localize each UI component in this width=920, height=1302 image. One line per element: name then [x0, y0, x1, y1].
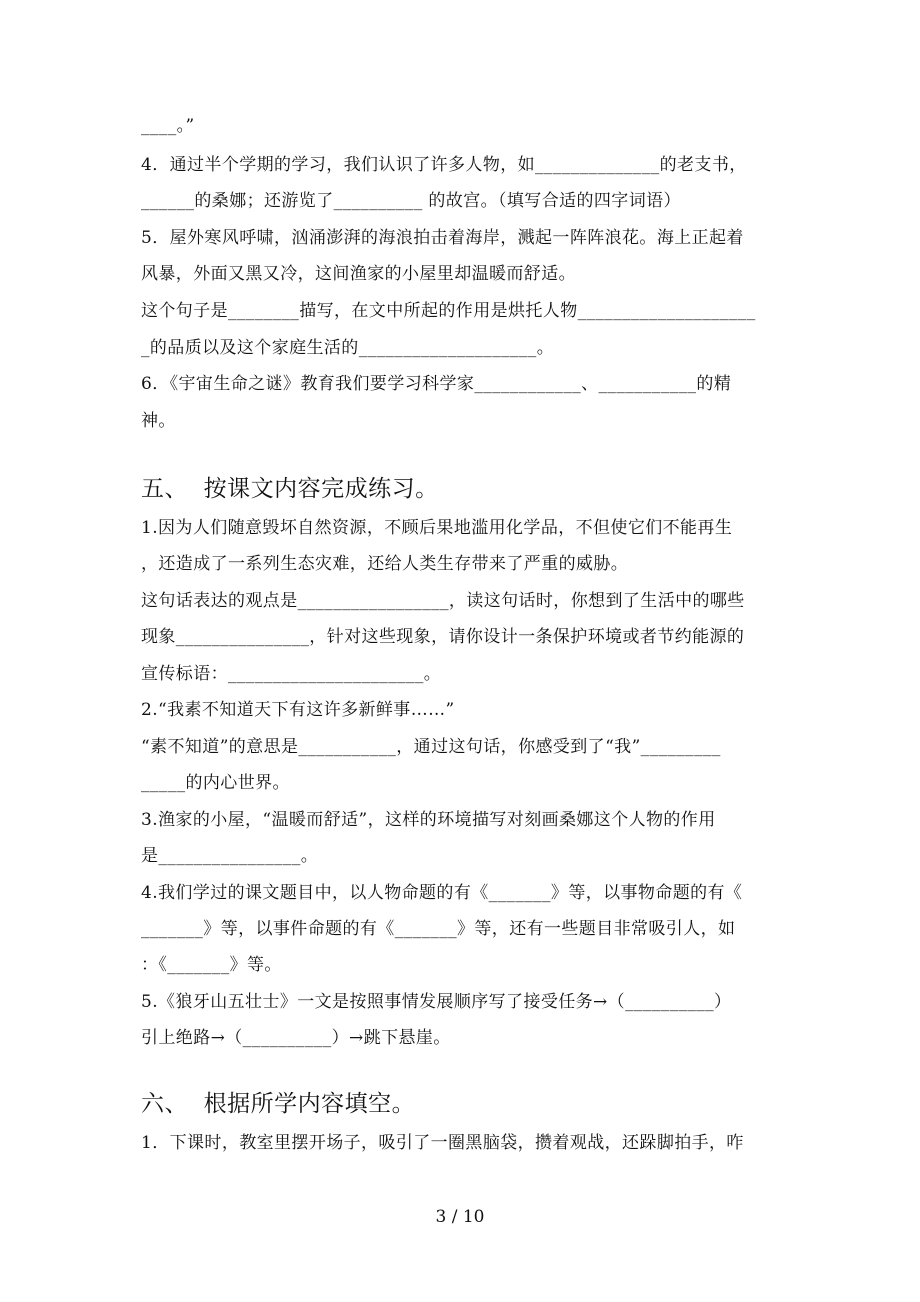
- section-5-line: 2.“我素不知道天下有这许多新鲜事……”: [141, 700, 455, 720]
- section-6-line: 1．下课时，教室里摆开场子，吸引了一圈黑脑袋，攒着观战，还跺脚拍手，咋: [141, 1133, 744, 1153]
- section-5-line: 1.因为人们随意毁坏自然资源，不顾后果地滥用化学品，不但使它们不能再生: [141, 518, 733, 538]
- section-5-line: 引上绝路→（__________）→跳下悬崖。: [141, 1028, 451, 1048]
- section-5-line: “素不知道”的意思是___________，通过这句话，你感受到了“我”_________: [141, 737, 721, 757]
- section-6-heading: 六、 根据所学内容填空。: [141, 1091, 416, 1117]
- question-4-line: 4．通过半个学期的学习，我们认识了许多人物，如______________的老支书，: [141, 155, 747, 175]
- question-5-line: _的品质以及这个家庭生活的____________________。: [141, 338, 555, 358]
- section-5-line: 3.渔家的小屋，“温暖而舒适”，这样的环境描写对刻画桑娜这个人物的作用: [141, 810, 716, 830]
- section-5-line: _______》等，以事件命题的有《_______》等，还有一些题目非常吸引人，如: [141, 919, 736, 939]
- question-5-line: 5．屋外寒风呼啸，汹涌澎湃的海浪拍击着海岸，溅起一阵阵浪花。海上正起着: [141, 228, 744, 248]
- section-5-line: 现象_______________，针对这些现象，请你设计一条保护环境或者节约能源的: [141, 627, 745, 647]
- question-5-line: 这个句子是________描写，在文中所起的作用是烘托人物____________________: [141, 301, 756, 321]
- section-5-line: ，还造成了一系列生态灾难，还给人类生存带来了严重的威胁。: [141, 554, 629, 574]
- section-5-line: ：《_______》等。: [141, 955, 282, 975]
- section-5-line: 是________________。: [141, 846, 319, 866]
- section-5-line: 4.我们学过的课文题目中，以人物命题的有《_______》等，以事物命题的有《: [141, 883, 743, 903]
- question-5-line: 风暴，外面又黑又冷，这间渔家的小屋里却温暖而舒适。: [141, 264, 576, 284]
- question-4-line: ______的桑娜；还游览了__________ 的故宫。（填写合适的四字词语）: [141, 191, 681, 211]
- text-line: ____。”: [141, 116, 195, 136]
- section-5-line: _____的内心世界。: [141, 773, 290, 793]
- page-number: 3 / 10: [435, 1207, 485, 1227]
- section-5-heading: 五、 按课文内容完成练习。: [141, 476, 439, 502]
- section-5-line: 宣传标语：______________________。: [141, 664, 442, 684]
- question-6-line: 6．《宇宙生命之谜》教育我们要学习科学家____________、___________的精: [141, 374, 732, 394]
- section-5-line: 5.《狼牙山五壮士》一文是按照事情发展顺序写了接受任务→（__________）: [141, 992, 732, 1012]
- section-5-line: 这句话表达的观点是_________________，读这句话时，你想到了生活中的哪些: [141, 591, 745, 611]
- question-6-line: 神。: [141, 411, 176, 431]
